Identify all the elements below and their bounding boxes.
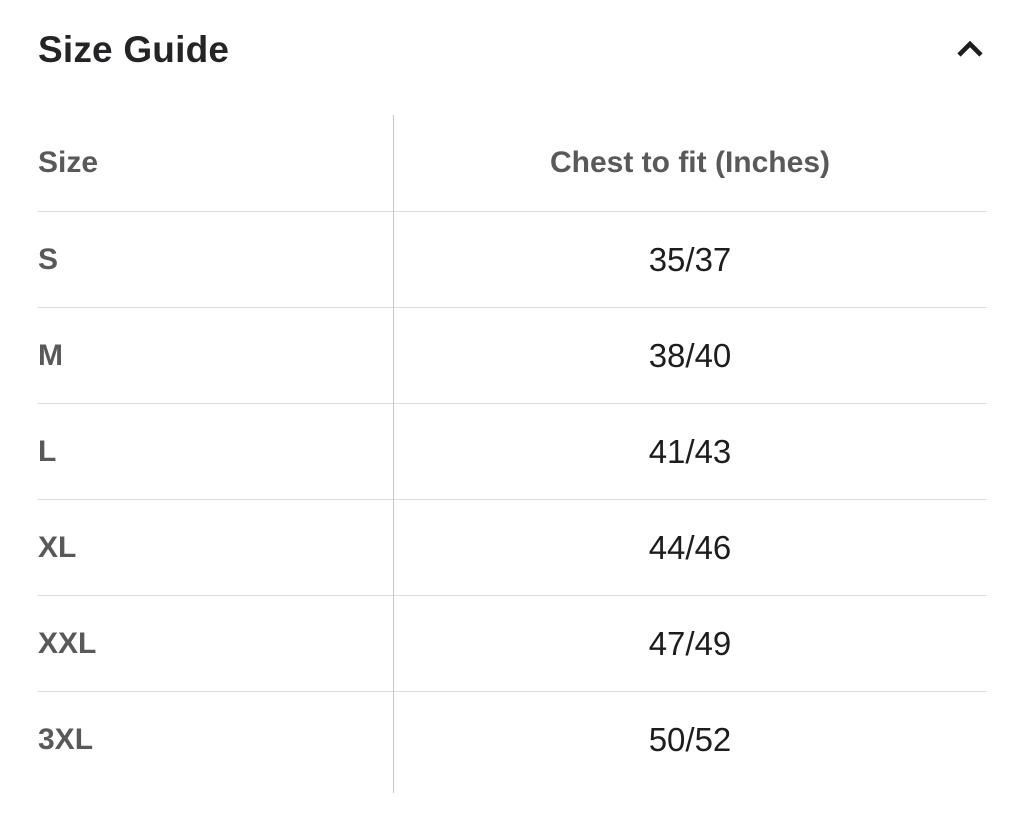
collapse-section-button[interactable] [956,40,984,61]
chest-value: 47/49 [648,624,732,662]
table-row [38,307,987,403]
chest-value: 35/37 [648,240,732,278]
page-title: Size Guide [38,29,230,70]
column-header-size: Size [38,146,99,179]
size-label: 3XL [38,722,94,756]
size-label: M [38,338,63,372]
chevron-up-icon [956,40,984,61]
table-row [38,403,987,499]
table-row [38,211,987,307]
column-header-chest: Chest to fit (Inches) [549,146,830,179]
table-row [38,691,987,787]
table-row [38,595,987,691]
chest-value: 44/46 [648,528,732,566]
table-header-row [38,115,987,211]
size-label: XXL [38,626,97,660]
chest-value: 38/40 [648,336,732,374]
chest-value: 50/52 [648,720,732,758]
table-row [38,499,987,595]
size-guide-accordion-header[interactable] [0,0,1024,74]
size-label: XL [38,530,77,564]
size-label: S [38,242,59,276]
column-divider [393,115,394,793]
chest-value: 41/43 [648,432,732,470]
size-guide-table [38,115,987,787]
size-label: L [38,434,57,468]
